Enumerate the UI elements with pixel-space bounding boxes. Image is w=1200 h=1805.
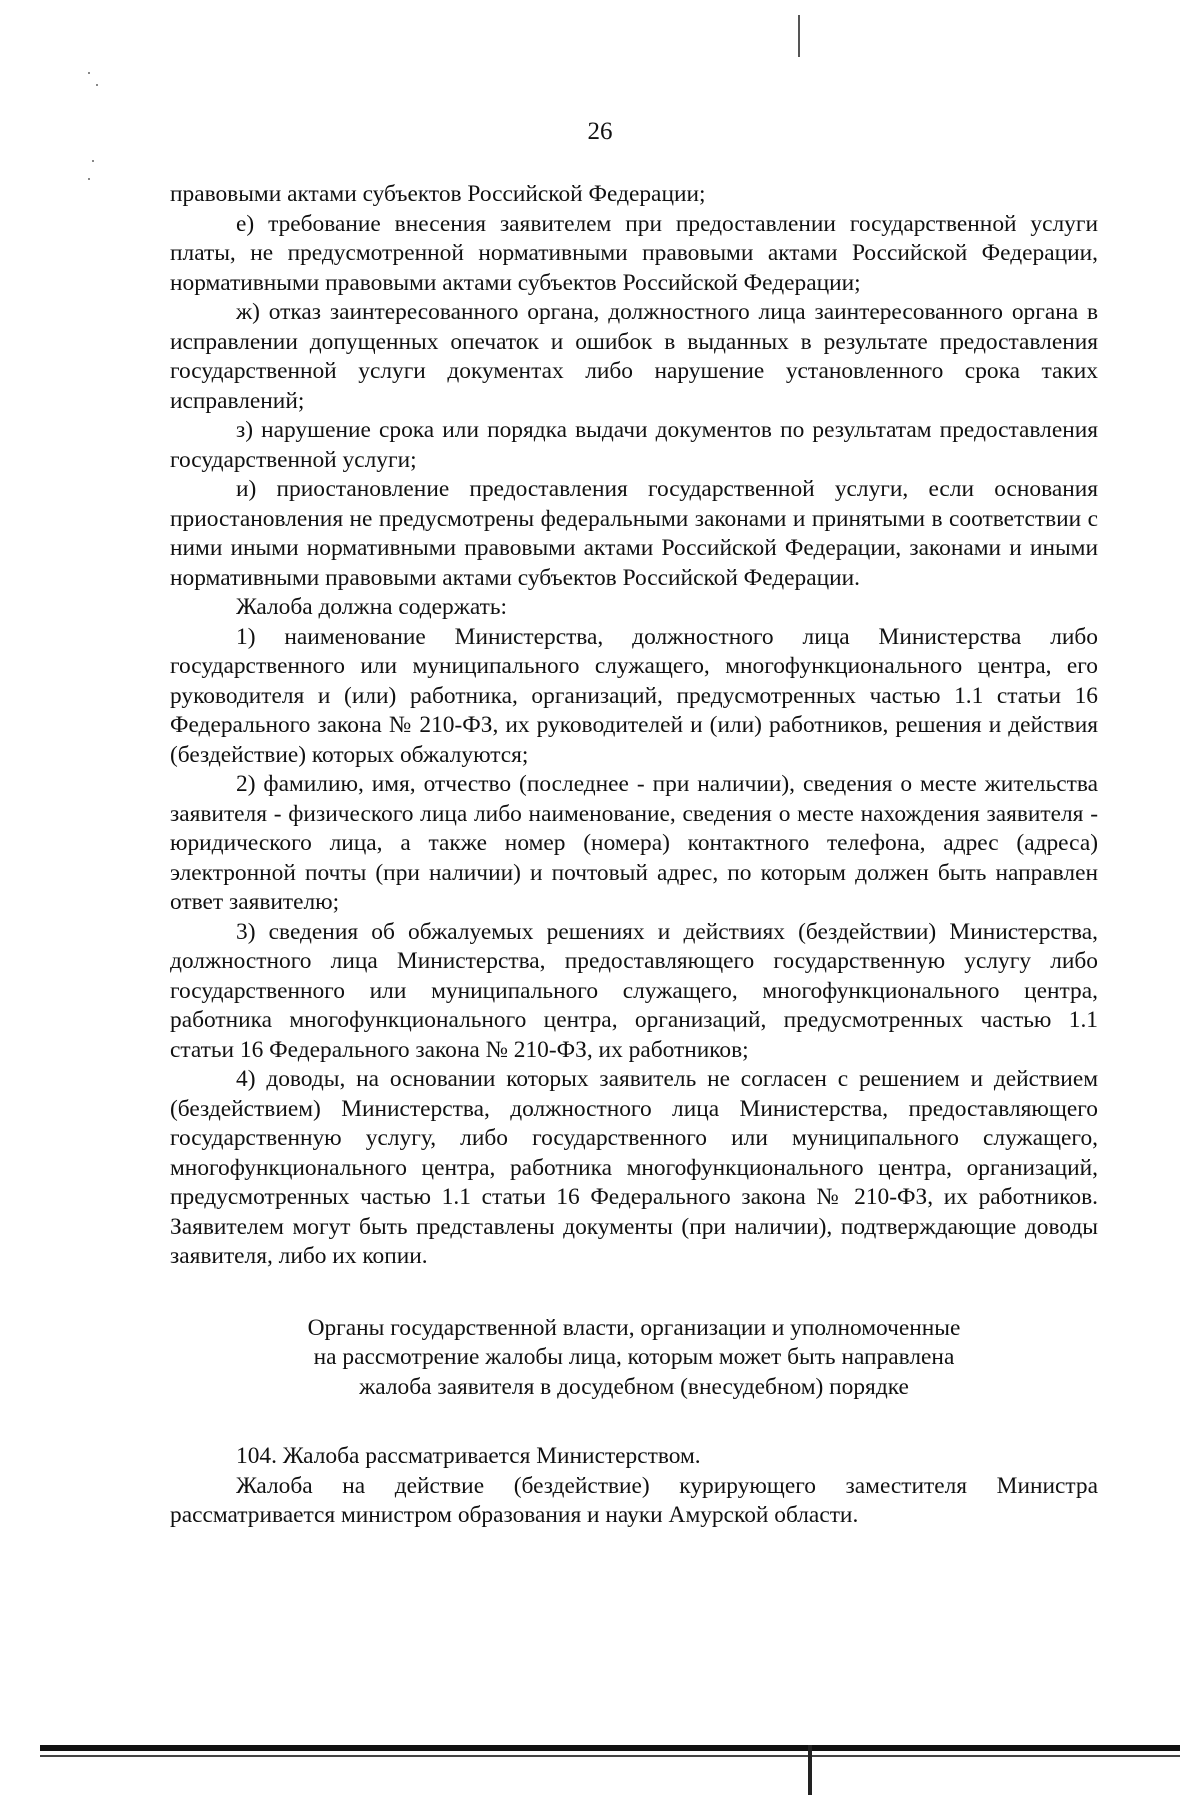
scan-top-mark xyxy=(798,15,800,57)
section-heading-line: жалоба заявителя в досудебном (внесудебном) порядке xyxy=(359,1373,909,1400)
paragraph-item-z: з) нарушение срока или порядка выдачи документов по результатам предоставления государственной услуги; xyxy=(170,417,1098,473)
bottom-rule xyxy=(40,1745,1180,1751)
document-body xyxy=(170,180,1098,1531)
scan-speck xyxy=(96,84,98,86)
paragraph-item-3: 3) сведения об обжалуемых решениях и действиях (бездействии) Министерства, должностного лица Министерства, предоставляющего государственную услугу либо государственного или муниципального служащего, многофункционального центра, работника многофункционального центра, организаций, предусмотренных частью 1.1 статьи 16 Федерального закона № 210-ФЗ, их работников; xyxy=(170,918,1098,1063)
paragraph-item-1: 1) наименование Министерства, должностного лица Министерства либо государственного или муниципального служащего, многофункционального центра, его руководителя и (или) работника, организаций, предусмотренных частью 1.1 статьи 16 Федерального закона № 210-ФЗ, их руководителей и (или) работников, решения и действия (бездействие) которых обжалуются; xyxy=(170,623,1098,768)
scan-speck xyxy=(88,178,90,180)
scan-speck xyxy=(92,160,94,162)
paragraph-item-4: 4) доводы, на основании которых заявитель не согласен с решением и действием (бездействием) Министерства, должностного лица Министерства, предоставляющего государственную услугу, либо государственного или муниципального служащего, многофункционального центра, работника многофункционального центра, организаций, предусмотренных частью 1.1 статьи 16 Федерального закона № 210-ФЗ, их работников. Заявителем могут быть представлены документы (при наличии), подтверждающие доводы заявителя, либо их копии. xyxy=(170,1066,1098,1269)
paragraph-item-zh: ж) отказ заинтересованного органа, должностного лица заинтересованного органа в исправлении допущенных опечаток и ошибок в выданных в результате предоставления государственной услуги документах либо нарушение установленного срока таких исправлений; xyxy=(170,299,1098,414)
section-heading-line: Органы государственной власти, организации и уполномоченные xyxy=(307,1314,961,1341)
page-number: 26 xyxy=(587,118,613,145)
section-heading-line: на рассмотрение жалобы лица, которым может быть направлена xyxy=(313,1344,955,1370)
paragraph-item-2: 2) фамилию, имя, отчество (последнее - при наличии), сведения о месте жительства заявителя - физического лица либо наименование, сведения о месте нахождения заявителя - юридического лица, а также номер (номера) контактного телефона, адрес (адреса) электронной почты (при наличии) и почтовый адрес, по которым должен быть направлен ответ заявителю; xyxy=(170,771,1098,915)
paragraph-complaint-intro: Жалоба должна содержать: xyxy=(236,594,508,620)
section-heading xyxy=(170,1314,1098,1403)
paragraph-item-i: и) приостановление предоставления государственной услуги, если основания приостановления не предусмотрены федеральными законами и принятыми в соответствии с ними иными нормативными правовыми актами Российской Федерации, законами и иными нормативными правовыми актами субъектов Российской Федерации. xyxy=(170,476,1098,591)
paragraph-104: 104. Жалоба рассматривается Министерством. xyxy=(236,1443,701,1469)
paragraph-complaint-deputy: Жалоба на действие (бездействие) курирующего заместителя Министра рассматривается министром образования и науки Амурской области. xyxy=(170,1472,1098,1528)
paragraph-item-e: е) требование внесения заявителем при предоставлении государственной услуги платы, не предусмотренной нормативными правовыми актами Российской Федерации, нормативными правовыми актами субъектов Российской Федерации; xyxy=(170,210,1098,296)
scan-binder-mark xyxy=(808,1745,812,1795)
bottom-rule-thin xyxy=(40,1755,1180,1757)
scan-speck xyxy=(88,72,90,74)
paragraph-continuation: правовыми актами субъектов Российской Федерации; xyxy=(170,181,706,207)
